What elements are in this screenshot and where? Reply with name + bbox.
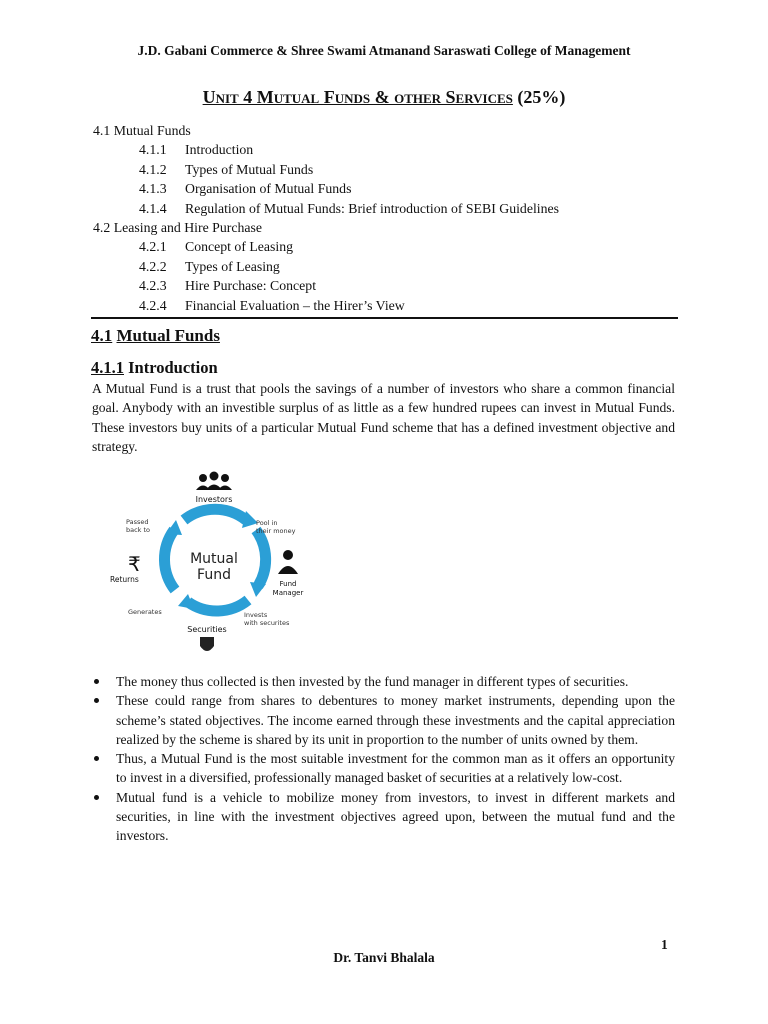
list-item: Thus, a Mutual Fund is the most suitable investment for the common man as it offers an opportunity to invest in a diversified, professionally managed basket of securities at a relatively low-cost. — [92, 749, 675, 788]
toc-item: 4.1.3 Organisation of Mutual Funds — [139, 181, 352, 197]
arrow-pool-to-manager — [256, 530, 266, 586]
label-securities: Securities — [187, 625, 227, 634]
toc-divider — [91, 317, 678, 319]
label-passed-line1: Passed — [126, 518, 149, 526]
fund-manager-icon — [278, 550, 298, 574]
toc-item: 4.2.3 Hire Purchase: Concept — [139, 278, 317, 294]
label-invests-line2: with securites — [244, 619, 290, 627]
label-passed-line2: back to — [126, 526, 151, 534]
label-generates: Generates — [128, 608, 162, 616]
investors-icon — [196, 472, 232, 491]
section-heading: 4.1 Mutual Funds — [91, 326, 220, 345]
toc-item: 4.1.4 Regulation of Mutual Funds: Brief introduction of SEBI Guidelines — [139, 200, 560, 216]
table-of-contents — [93, 121, 693, 315]
page-number: 1 — [661, 937, 668, 952]
toc-item: 4.2.1 Concept of Leasing — [139, 239, 294, 255]
label-returns: Returns — [110, 575, 139, 584]
unit-title — [0, 87, 768, 108]
toc-item: 4.1.1 Introduction — [139, 142, 254, 158]
arrow-investors-to-pool — [184, 509, 246, 520]
rupee-icon: ₹ — [128, 552, 141, 576]
unit-title-main: Unit 4 Mutual Funds & other Services — [202, 87, 513, 107]
toc-item: 4.2.2 Types of Leasing — [139, 258, 280, 274]
diagram-center-line2: Fund — [197, 567, 231, 583]
list-item: These could range from shares to debentures to money market instruments, depending upon the scheme’s stated objectives. The income earned through these investments and the capital appreciation realized by the scheme is shared by its unit in proportion to the number of units owned by them. — [92, 691, 675, 749]
diagram-center-line1: Mutual — [190, 551, 238, 567]
securities-shield-icon — [200, 637, 214, 651]
label-pool-line1: Pool in — [256, 519, 278, 527]
arrow-invests-to-securities — [188, 600, 248, 611]
toc-item: 4.2 Leasing and Hire Purchase — [93, 220, 262, 236]
toc-item: 4.2.4 Financial Evaluation – the Hirer’s View — [139, 297, 405, 313]
label-fund-manager-line2: Manager — [272, 589, 304, 597]
label-pool-line2: their money — [256, 527, 296, 535]
arrow-returns-to-investors — [164, 530, 175, 590]
label-invests-line1: Invests — [244, 611, 268, 619]
list-item: Mutual fund is a vehicle to mobilize money from investors, to invest in different markets and securities, in line with the investment objectives agreed upon, between the mutual fund and the investors. — [92, 788, 675, 846]
label-investors: Investors — [195, 495, 233, 504]
intro-paragraph: A Mutual Fund is a trust that pools the savings of a number of investors who share a common financial goal. Anybody with an investible surplus of as little as a few hundred rupees can invest in Mutual Funds. These investors buy units of a particular Mutual Fund scheme that has a defined investment objective and strategy. — [92, 381, 675, 455]
label-fund-manager-line1: Fund — [279, 580, 297, 588]
list-item: The money thus collected is then invested by the fund manager in different types of securities. — [92, 672, 675, 691]
college-header: J.D. Gabani Commerce & Shree Swami Atmanand Saraswati College of Management — [137, 43, 631, 58]
mutual-fund-cycle-diagram — [106, 468, 326, 658]
toc-item: 4.1.2 Types of Mutual Funds — [139, 161, 314, 177]
bullet-list — [92, 672, 675, 846]
toc-item: 4.1 Mutual Funds — [93, 123, 191, 138]
unit-title-weight: (25%) — [517, 87, 566, 107]
footer-author: Dr. Tanvi Bhalala — [333, 950, 435, 965]
subsection-heading: 4.1.1 Introduction — [91, 358, 218, 377]
